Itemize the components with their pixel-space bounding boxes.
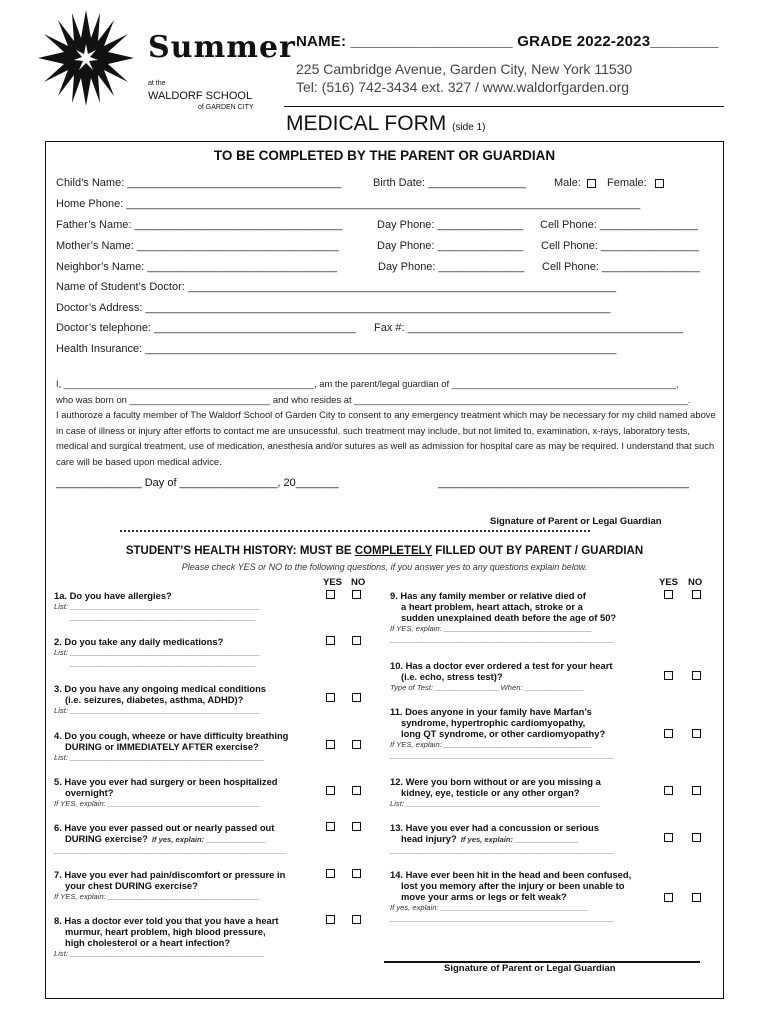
history-title	[45, 545, 724, 557]
consent-line-1[interactable]: I, ________________________________________________, am the parent/legal guardian of ___________________________________________,	[56, 378, 679, 389]
question-text	[390, 660, 650, 682]
name-grade-field[interactable]: NAME: ___________________ GRADE 2022-2023________	[296, 33, 719, 50]
answer-line[interactable]: _____________________________________________________	[390, 751, 614, 760]
question-left-4	[54, 730, 314, 763]
yes-checkbox[interactable]	[664, 893, 673, 902]
yes-checkbox[interactable]	[326, 869, 335, 878]
neighbors-name-field[interactable]: Neighbor’s Name: _______________________________	[56, 261, 337, 273]
question-line: move your arms or legs or felt weak?	[401, 891, 567, 902]
no-checkbox[interactable]	[352, 590, 361, 599]
no-checkbox[interactable]	[352, 786, 361, 795]
question-line: DURING or IMMEDIATELY AFTER exercise?	[65, 741, 259, 752]
yes-header-left: YES	[323, 577, 343, 588]
explain-field[interactable]: If yes, explain: ______________	[151, 835, 266, 844]
address-line: 225 Cambridge Avenue, Garden City, New York 11530	[296, 61, 633, 77]
question-left-2	[54, 636, 314, 669]
mothers-name-field[interactable]: Mother’s Name: _________________________________	[56, 240, 339, 252]
answer-line[interactable]: Type of Test: _______________ When: ______________	[390, 683, 584, 692]
yes-header-right: YES	[659, 577, 679, 588]
question-line: sudden unexplained death before the age of 50?	[401, 612, 617, 623]
no-checkbox[interactable]	[352, 740, 361, 749]
no-checkbox[interactable]	[352, 822, 361, 831]
doctor-name-field[interactable]: Name of Student’s Doctor: ______________________________________________________________________	[56, 281, 617, 293]
answer-line[interactable]: List: _____________________________________________	[54, 602, 261, 611]
no-checkbox[interactable]	[692, 590, 701, 599]
no-checkbox[interactable]	[352, 869, 361, 878]
yes-checkbox[interactable]	[326, 915, 335, 924]
answer-line[interactable]: ____________________________________________	[70, 659, 256, 668]
question-line: 13. Have you ever had a concussion or serious	[390, 822, 599, 833]
brand-sub-1: at the	[148, 80, 166, 87]
question-left-7	[54, 869, 314, 902]
phone-line: Tel: (516) 742-3434 ext. 327 / www.waldorfgarden.org	[296, 79, 630, 95]
neighbors-cell-phone[interactable]: Cell Phone: ________________	[542, 261, 700, 273]
sun-logo	[36, 8, 136, 108]
question-line: 10. Has a doctor ever ordered a test for your heart	[390, 660, 613, 671]
yes-checkbox[interactable]	[326, 590, 335, 599]
answer-line[interactable]: List: ______________________________________________	[390, 799, 601, 808]
answer-line[interactable]: If YES, explain: ____________________________________	[54, 799, 260, 808]
history-title-emphasis: COMPLETELY	[354, 545, 433, 557]
history-signature-label: Signature of Parent or Legal Guardian	[444, 963, 616, 974]
answer-line[interactable]: If YES, explain: ____________________________________	[54, 892, 260, 901]
question-left-6	[54, 822, 314, 856]
question-line: 12. Were you born without or are you missing a	[390, 776, 601, 787]
question-text	[390, 776, 650, 798]
brand-subtitle	[148, 78, 254, 114]
question-left-5	[54, 776, 314, 809]
answer-line[interactable]: List: ______________________________________________	[54, 753, 265, 762]
question-right-2	[390, 660, 650, 693]
question-line: kidney, eye, testicle or any other organ?	[401, 787, 580, 798]
question-line: a heart problem, heart attach, stroke or a	[401, 601, 583, 612]
question-line: 14. Have ever been hit in the head and been confused,	[390, 869, 632, 880]
question-line: 2. Do you take any daily medications?	[54, 636, 224, 647]
question-right-1	[390, 590, 650, 645]
question-right-4	[390, 776, 650, 809]
female-label: Female:	[607, 177, 647, 189]
no-checkbox[interactable]	[352, 915, 361, 924]
fathers-cell-phone[interactable]: Cell Phone: ________________	[540, 219, 698, 231]
question-line	[54, 833, 314, 845]
no-checkbox[interactable]	[692, 893, 701, 902]
yes-checkbox[interactable]	[664, 590, 673, 599]
question-right-3	[390, 706, 650, 761]
consent-line-2[interactable]: who was born on ___________________________ and who resides at ________________________________________________________________.	[56, 393, 691, 405]
question-text	[54, 776, 314, 798]
history-title-post: FILLED OUT BY PARENT / GUARDIAN	[432, 545, 644, 557]
history-title-pre: STUDENT’S HEALTH HISTORY: MUST BE	[125, 545, 355, 557]
question-line: (i.e. seizures, diabetes, asthma, ADHD)?	[65, 694, 244, 705]
male-checkbox[interactable]	[587, 179, 596, 188]
question-text	[390, 590, 650, 623]
yes-checkbox[interactable]	[664, 786, 673, 795]
question-text	[54, 590, 314, 601]
question-text	[54, 915, 314, 948]
answer-line[interactable]: _______________________________________________________	[54, 846, 287, 855]
no-checkbox[interactable]	[692, 729, 701, 738]
answer-line[interactable]: If YES, explain: ___________________________________	[390, 740, 592, 749]
question-line	[390, 833, 650, 845]
no-header-right: NO	[688, 577, 703, 588]
question-line: 9. Has any family member or relative died of	[390, 590, 586, 601]
history-subtitle: Please check YES or NO to the following questions, if you answer yes to any questions explain below.	[181, 562, 588, 572]
question-text	[54, 636, 314, 647]
brand-sub-3: of GARDEN CITY	[198, 104, 254, 111]
date-line[interactable]: ______________ Day of ________________, 20_______	[56, 477, 339, 489]
explain-field[interactable]: If yes, explain: _______________	[460, 835, 579, 844]
question-line: your chest DURING exercise?	[65, 880, 198, 891]
dotted-divider	[120, 530, 590, 532]
question-left-3	[54, 683, 314, 716]
question-right-6	[390, 869, 650, 924]
fathers-name-field[interactable]: Father’s Name: __________________________________	[56, 219, 343, 231]
mothers-day-phone[interactable]: Day Phone: ______________	[377, 240, 524, 252]
question-line: lost you memory after the injury or been unable to	[401, 880, 625, 891]
answer-line[interactable]: _____________________________________________________	[390, 846, 614, 855]
yes-checkbox[interactable]	[326, 740, 335, 749]
page-title	[286, 112, 485, 136]
question-text	[54, 683, 314, 705]
question-text	[54, 822, 314, 845]
doctor-address-field[interactable]: Doctor’s Address: ____________________________________________________________________________	[56, 302, 611, 314]
yes-checkbox[interactable]	[664, 833, 673, 842]
answer-line[interactable]: List: _____________________________________________	[54, 706, 261, 715]
question-line: long QT syndrome, or other cardiomyopathy?	[401, 728, 606, 739]
question-line: (i.e. echo, stress test)?	[401, 671, 503, 682]
question-line-text: head injury?	[401, 833, 457, 844]
question-text	[54, 869, 314, 891]
fax-field[interactable]: Fax #: _____________________________________________	[374, 322, 683, 334]
question-text	[390, 869, 650, 902]
form-title: MEDICAL FORM	[286, 112, 447, 135]
answer-line[interactable]: If YES, explain: ___________________________________	[390, 624, 592, 633]
yes-checkbox[interactable]	[326, 693, 335, 702]
no-checkbox[interactable]	[692, 671, 701, 680]
question-line: 4. Do you cough, wheeze or have difficulty breathing	[54, 730, 289, 741]
consent-signature-line[interactable]: _________________________________________	[438, 477, 689, 489]
yes-checkbox[interactable]	[664, 671, 673, 680]
female-checkbox[interactable]	[655, 179, 664, 188]
question-line: overnight?	[65, 787, 114, 798]
parent-section-title: TO BE COMPLETED BY THE PARENT OR GUARDIAN	[213, 148, 556, 163]
question-line: murmur, heart problem, high blood pressure,	[65, 926, 266, 937]
question-line: 3. Do you have any ongoing medical conditions	[54, 683, 267, 694]
question-text	[390, 706, 650, 739]
question-line: 6. Have you ever passed out or nearly passed out	[54, 822, 275, 833]
answer-line[interactable]: List: _____________________________________________	[54, 648, 261, 657]
fathers-day-phone[interactable]: Day Phone: ______________	[377, 219, 524, 231]
question-line-text: DURING exercise?	[65, 833, 148, 844]
question-text	[390, 822, 650, 845]
brand-sub-2: WALDORF SCHOOL	[148, 90, 253, 102]
answer-line[interactable]: _____________________________________________________	[390, 635, 614, 644]
childs-name-field[interactable]: Child’s Name: ___________________________________	[56, 177, 342, 189]
no-checkbox[interactable]	[692, 786, 701, 795]
consent-signature-label: Signature of Parent or Legal Guardian	[490, 516, 662, 527]
form-side: (side 1)	[452, 122, 486, 133]
question-left-1	[54, 590, 314, 623]
question-left-8	[54, 915, 314, 959]
answer-line[interactable]: ____________________________________________	[70, 613, 256, 622]
mothers-cell-phone[interactable]: Cell Phone: ________________	[541, 240, 699, 252]
home-phone-field[interactable]: Home Phone: ____________________________________________________________________________________	[56, 198, 641, 210]
question-text	[54, 730, 314, 752]
no-checkbox[interactable]	[692, 833, 701, 842]
brand-name: Summer	[148, 30, 296, 65]
school-address	[296, 60, 632, 96]
neighbors-day-phone[interactable]: Day Phone: ______________	[378, 261, 525, 273]
no-checkbox[interactable]	[352, 693, 361, 702]
answer-line[interactable]: If yes, explain: ___________________________________	[390, 903, 589, 912]
yes-checkbox[interactable]	[664, 729, 673, 738]
answer-line[interactable]: List: ______________________________________________	[54, 949, 265, 958]
question-line: 7. Have you ever had pain/discomfort or pressure in	[54, 869, 286, 880]
question-right-5	[390, 822, 650, 856]
question-line: high cholesterol or a heart infection?	[65, 937, 231, 948]
question-line: 5. Have you ever had surgery or been hospitalized	[54, 776, 278, 787]
no-header-left: NO	[351, 577, 366, 588]
question-line: 8. Has a doctor ever told you that you have a heart	[54, 915, 279, 926]
no-checkbox[interactable]	[352, 636, 361, 645]
answer-line[interactable]: _____________________________________________________	[390, 914, 614, 923]
question-line: 1a. Do you have allergies?	[54, 590, 172, 601]
male-label: Male:	[554, 177, 581, 189]
yes-checkbox[interactable]	[326, 786, 335, 795]
birth-date-field[interactable]: Birth Date: ________________	[373, 177, 526, 189]
insurance-field[interactable]: Health Insurance: _____________________________________________________________________________	[56, 343, 617, 355]
header-divider	[284, 106, 724, 107]
question-line: syndrome, hypertrophic cardiomyopathy,	[401, 717, 586, 728]
yes-checkbox[interactable]	[326, 636, 335, 645]
consent-text	[56, 376, 716, 469]
consent-paragraph: I authoroze a faculty member of The Waldorf School of Garden City to consent to any emergency treatment which may be necessary for my child named above in case of illness or injury after efforts to contact me are unsucessful. such treatment may include, but not limited to, examination, x-rays, laboratory tests, medical and surgical treatment, use of medication, anesthesia and/or sutures as well as admission for hospital care as may be required. I understand that such care will be based upon medical advice.	[56, 409, 716, 467]
question-line: 11. Does anyone in your family have Marfan’s	[390, 706, 592, 717]
yes-checkbox[interactable]	[326, 822, 335, 831]
doctor-phone-field[interactable]: Doctor’s telephone: _________________________________	[56, 322, 356, 334]
